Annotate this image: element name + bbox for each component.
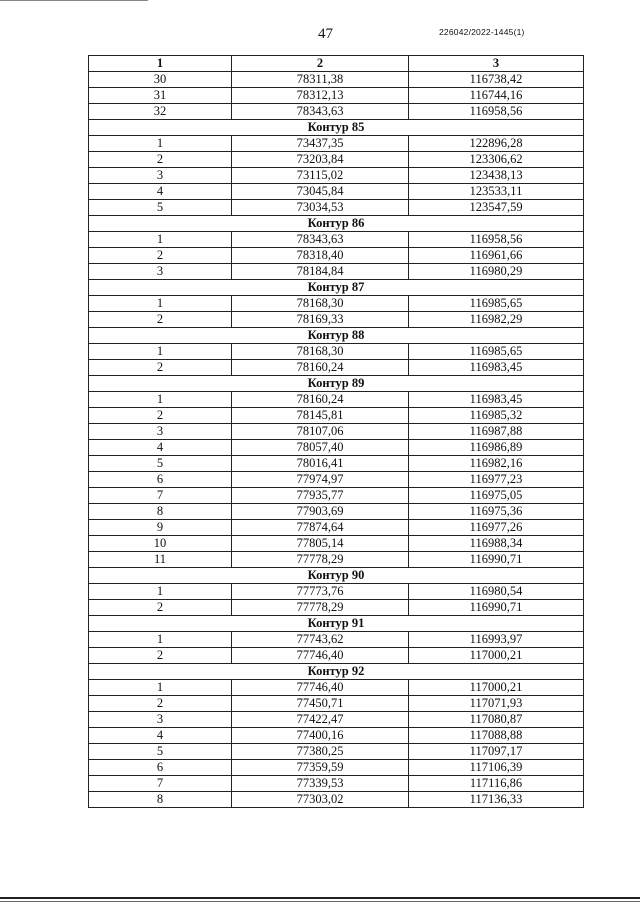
table-row xyxy=(89,424,584,440)
point-number-cell: 2 xyxy=(89,600,232,616)
table-row xyxy=(89,392,584,408)
table-row xyxy=(89,456,584,472)
y-coordinate-cell: 116990,71 xyxy=(409,600,584,616)
point-number-cell: 8 xyxy=(89,792,232,808)
y-coordinate-cell: 116983,45 xyxy=(409,360,584,376)
table-header-row xyxy=(89,56,584,72)
column-header-2: 2 xyxy=(232,56,409,72)
x-coordinate-cell: 73034,53 xyxy=(232,200,409,216)
y-coordinate-cell: 117136,33 xyxy=(409,792,584,808)
y-coordinate-cell: 117088,88 xyxy=(409,728,584,744)
y-coordinate-cell: 116987,88 xyxy=(409,424,584,440)
point-number-cell: 2 xyxy=(89,248,232,264)
x-coordinate-cell: 77380,25 xyxy=(232,744,409,760)
y-coordinate-cell: 116980,54 xyxy=(409,584,584,600)
point-number-cell: 1 xyxy=(89,584,232,600)
x-coordinate-cell: 78168,30 xyxy=(232,296,409,312)
x-coordinate-cell: 78169,33 xyxy=(232,312,409,328)
x-coordinate-cell: 77903,69 xyxy=(232,504,409,520)
x-coordinate-cell: 77450,71 xyxy=(232,696,409,712)
contour-header-row xyxy=(89,616,584,632)
page-number: 47 xyxy=(318,26,333,42)
y-coordinate-cell: 116988,34 xyxy=(409,536,584,552)
point-number-cell: 2 xyxy=(89,696,232,712)
y-coordinate-cell: 123438,13 xyxy=(409,168,584,184)
x-coordinate-cell: 78318,40 xyxy=(232,248,409,264)
y-coordinate-cell: 117080,87 xyxy=(409,712,584,728)
x-coordinate-cell: 77746,40 xyxy=(232,648,409,664)
x-coordinate-cell: 77935,77 xyxy=(232,488,409,504)
x-coordinate-cell: 77773,76 xyxy=(232,584,409,600)
contour-header-row xyxy=(89,280,584,296)
point-number-cell: 1 xyxy=(89,232,232,248)
y-coordinate-cell: 116985,32 xyxy=(409,408,584,424)
point-number-cell: 32 xyxy=(89,104,232,120)
point-number-cell: 5 xyxy=(89,744,232,760)
contour-title: Контур 87 xyxy=(89,280,584,296)
coordinates-table xyxy=(88,55,584,808)
y-coordinate-cell: 117000,21 xyxy=(409,680,584,696)
point-number-cell: 4 xyxy=(89,440,232,456)
table-row xyxy=(89,264,584,280)
table-row xyxy=(89,344,584,360)
point-number-cell: 3 xyxy=(89,168,232,184)
x-coordinate-cell: 77778,29 xyxy=(232,600,409,616)
point-number-cell: 4 xyxy=(89,184,232,200)
y-coordinate-cell: 122896,28 xyxy=(409,136,584,152)
contour-title: Контур 86 xyxy=(89,216,584,232)
table-row xyxy=(89,648,584,664)
table-row xyxy=(89,744,584,760)
x-coordinate-cell: 77359,59 xyxy=(232,760,409,776)
x-coordinate-cell: 78057,40 xyxy=(232,440,409,456)
y-coordinate-cell: 117000,21 xyxy=(409,648,584,664)
table-row xyxy=(89,312,584,328)
contour-header-row xyxy=(89,568,584,584)
point-number-cell: 3 xyxy=(89,712,232,728)
x-coordinate-cell: 77874,64 xyxy=(232,520,409,536)
table-row xyxy=(89,520,584,536)
y-coordinate-cell: 123533,11 xyxy=(409,184,584,200)
x-coordinate-cell: 78311,38 xyxy=(232,72,409,88)
x-coordinate-cell: 77400,16 xyxy=(232,728,409,744)
point-number-cell: 9 xyxy=(89,520,232,536)
table-row xyxy=(89,440,584,456)
y-coordinate-cell: 116977,26 xyxy=(409,520,584,536)
y-coordinate-cell: 116986,89 xyxy=(409,440,584,456)
column-header-1: 1 xyxy=(89,56,232,72)
table-row xyxy=(89,680,584,696)
x-coordinate-cell: 77303,02 xyxy=(232,792,409,808)
y-coordinate-cell: 116958,56 xyxy=(409,104,584,120)
table-row xyxy=(89,712,584,728)
y-coordinate-cell: 116982,16 xyxy=(409,456,584,472)
point-number-cell: 1 xyxy=(89,296,232,312)
x-coordinate-cell: 77746,40 xyxy=(232,680,409,696)
y-coordinate-cell: 116982,29 xyxy=(409,312,584,328)
table-row xyxy=(89,360,584,376)
y-coordinate-cell: 116961,66 xyxy=(409,248,584,264)
table-row xyxy=(89,152,584,168)
table-row xyxy=(89,72,584,88)
bottom-rule-thin xyxy=(0,901,640,902)
point-number-cell: 30 xyxy=(89,72,232,88)
contour-title: Контур 92 xyxy=(89,664,584,680)
table-row xyxy=(89,408,584,424)
contour-title: Контур 90 xyxy=(89,568,584,584)
point-number-cell: 1 xyxy=(89,136,232,152)
x-coordinate-cell: 77805,14 xyxy=(232,536,409,552)
point-number-cell: 5 xyxy=(89,200,232,216)
table-row xyxy=(89,248,584,264)
y-coordinate-cell: 123306,62 xyxy=(409,152,584,168)
y-coordinate-cell: 117071,93 xyxy=(409,696,584,712)
point-number-cell: 2 xyxy=(89,152,232,168)
x-coordinate-cell: 73045,84 xyxy=(232,184,409,200)
y-coordinate-cell: 116977,23 xyxy=(409,472,584,488)
point-number-cell: 2 xyxy=(89,408,232,424)
table-row xyxy=(89,504,584,520)
point-number-cell: 1 xyxy=(89,392,232,408)
x-coordinate-cell: 73115,02 xyxy=(232,168,409,184)
x-coordinate-cell: 78312,13 xyxy=(232,88,409,104)
table-row xyxy=(89,760,584,776)
table-row xyxy=(89,584,584,600)
document-id: 226042/2022-1445(1) xyxy=(439,27,525,37)
table-row xyxy=(89,600,584,616)
y-coordinate-cell: 116985,65 xyxy=(409,344,584,360)
y-coordinate-cell: 117116,86 xyxy=(409,776,584,792)
x-coordinate-cell: 77974,97 xyxy=(232,472,409,488)
x-coordinate-cell: 78107,06 xyxy=(232,424,409,440)
point-number-cell: 5 xyxy=(89,456,232,472)
x-coordinate-cell: 78016,41 xyxy=(232,456,409,472)
column-header-3: 3 xyxy=(409,56,584,72)
contour-header-row xyxy=(89,664,584,680)
y-coordinate-cell: 117097,17 xyxy=(409,744,584,760)
point-number-cell: 8 xyxy=(89,504,232,520)
x-coordinate-cell: 78184,84 xyxy=(232,264,409,280)
contour-title: Контур 85 xyxy=(89,120,584,136)
contour-title: Контур 89 xyxy=(89,376,584,392)
point-number-cell: 1 xyxy=(89,344,232,360)
x-coordinate-cell: 77778,29 xyxy=(232,552,409,568)
contour-title: Контур 88 xyxy=(89,328,584,344)
point-number-cell: 3 xyxy=(89,264,232,280)
table-row xyxy=(89,728,584,744)
x-coordinate-cell: 78145,81 xyxy=(232,408,409,424)
bottom-rule xyxy=(0,897,640,899)
point-number-cell: 3 xyxy=(89,424,232,440)
contour-title: Контур 91 xyxy=(89,616,584,632)
point-number-cell: 2 xyxy=(89,360,232,376)
y-coordinate-cell: 116993,97 xyxy=(409,632,584,648)
y-coordinate-cell: 116738,42 xyxy=(409,72,584,88)
table-body xyxy=(89,72,584,808)
x-coordinate-cell: 78168,30 xyxy=(232,344,409,360)
x-coordinate-cell: 73203,84 xyxy=(232,152,409,168)
point-number-cell: 7 xyxy=(89,488,232,504)
table-row xyxy=(89,536,584,552)
contour-header-row xyxy=(89,376,584,392)
point-number-cell: 2 xyxy=(89,648,232,664)
point-number-cell: 4 xyxy=(89,728,232,744)
x-coordinate-cell: 77339,53 xyxy=(232,776,409,792)
contour-header-row xyxy=(89,328,584,344)
y-coordinate-cell: 116985,65 xyxy=(409,296,584,312)
table-row xyxy=(89,472,584,488)
x-coordinate-cell: 77743,62 xyxy=(232,632,409,648)
table-row xyxy=(89,200,584,216)
top-rule xyxy=(0,0,148,1)
point-number-cell: 10 xyxy=(89,536,232,552)
y-coordinate-cell: 116744,16 xyxy=(409,88,584,104)
point-number-cell: 11 xyxy=(89,552,232,568)
x-coordinate-cell: 78160,24 xyxy=(232,360,409,376)
table-row xyxy=(89,136,584,152)
point-number-cell: 6 xyxy=(89,760,232,776)
point-number-cell: 1 xyxy=(89,632,232,648)
x-coordinate-cell: 73437,35 xyxy=(232,136,409,152)
point-number-cell: 2 xyxy=(89,312,232,328)
y-coordinate-cell: 116975,36 xyxy=(409,504,584,520)
contour-header-row xyxy=(89,120,584,136)
table-row xyxy=(89,776,584,792)
table-row xyxy=(89,168,584,184)
y-coordinate-cell: 116990,71 xyxy=(409,552,584,568)
table-row xyxy=(89,184,584,200)
x-coordinate-cell: 78160,24 xyxy=(232,392,409,408)
x-coordinate-cell: 78343,63 xyxy=(232,232,409,248)
point-number-cell: 6 xyxy=(89,472,232,488)
table-row xyxy=(89,792,584,808)
table-row xyxy=(89,104,584,120)
y-coordinate-cell: 123547,59 xyxy=(409,200,584,216)
contour-header-row xyxy=(89,216,584,232)
y-coordinate-cell: 116983,45 xyxy=(409,392,584,408)
y-coordinate-cell: 116958,56 xyxy=(409,232,584,248)
x-coordinate-cell: 78343,63 xyxy=(232,104,409,120)
point-number-cell: 1 xyxy=(89,680,232,696)
table-row xyxy=(89,296,584,312)
table-row xyxy=(89,488,584,504)
table-row xyxy=(89,696,584,712)
table-row xyxy=(89,552,584,568)
y-coordinate-cell: 117106,39 xyxy=(409,760,584,776)
table-row xyxy=(89,632,584,648)
point-number-cell: 7 xyxy=(89,776,232,792)
x-coordinate-cell: 77422,47 xyxy=(232,712,409,728)
y-coordinate-cell: 116975,05 xyxy=(409,488,584,504)
table-row xyxy=(89,232,584,248)
point-number-cell: 31 xyxy=(89,88,232,104)
y-coordinate-cell: 116980,29 xyxy=(409,264,584,280)
table-row xyxy=(89,88,584,104)
